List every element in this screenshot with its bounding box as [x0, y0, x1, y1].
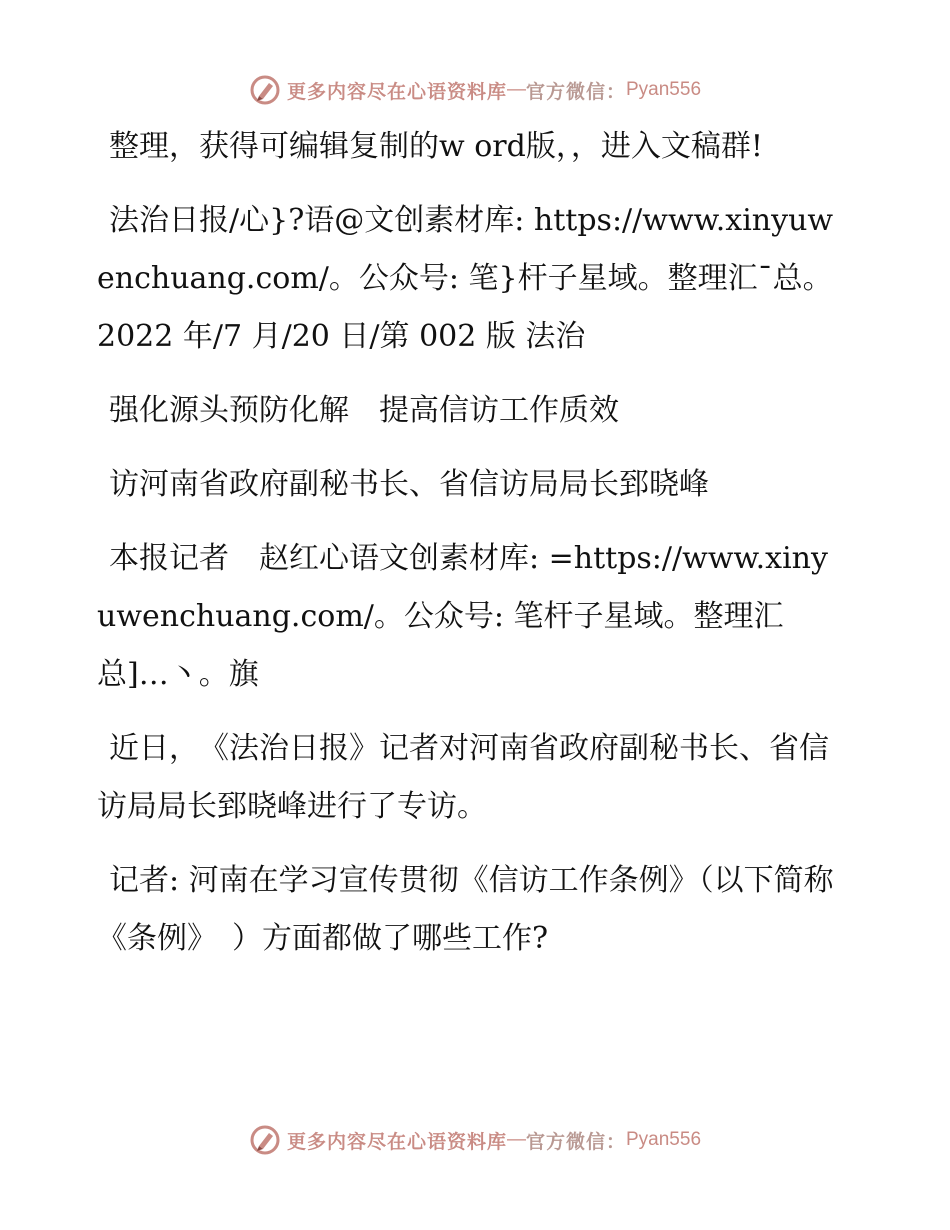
article-subtitle: 访河南省政府副秘书长、省信访局局长郅晓峰 — [109, 467, 709, 502]
article-title: 强化源头预防化解 提高信访工作质效 — [109, 393, 619, 428]
pen-logo-icon — [249, 1124, 281, 1156]
header-watermark — [0, 70, 950, 110]
paragraph-intro: 整理，获得可编辑复制的w ord版，，进入文稿群! — [109, 129, 763, 164]
paragraph-byline: 本报记者 赵红心语文创素材库: =https://www.xinyuwenchuang.com/。公众号: 笔杆子星域。整理汇总]…丶。旗 — [97, 541, 828, 692]
document-body — [97, 118, 837, 968]
paragraph-source: 法治日报/心}?语@文创素材库: https://www.xinyuwenchuang.com/。公众号: 笔}杆子星域。整理汇¯总。2022 年/7 月/20 日/第 002 版 法治 — [97, 203, 834, 354]
watermark-separator: — — [506, 79, 526, 100]
watermark-separator: — — [506, 1129, 526, 1150]
footer-watermark — [0, 1120, 950, 1160]
watermark-main-text: 更多内容尽在心语资料库 — [286, 1131, 507, 1153]
paragraph-lead: 近日， 《法治日报》记者对河南省政府副秘书长、省信访局局长郅晓峰进行了专访。 — [97, 731, 829, 824]
pen-logo-icon — [249, 74, 281, 106]
watermark-wechat-id: Pyan556 — [626, 1129, 702, 1150]
watermark-wechat-label: 官方微信： — [525, 81, 626, 103]
watermark-wechat-label: 官方微信： — [525, 1131, 626, 1153]
paragraph-question: 记者: 河南在学习宣传贯彻《信访工作条例》（以下简称《条例》 ）方面都做了哪些工作? — [97, 863, 834, 956]
watermark-wechat-id: Pyan556 — [626, 79, 702, 100]
watermark-main-text: 更多内容尽在心语资料库 — [286, 81, 507, 103]
